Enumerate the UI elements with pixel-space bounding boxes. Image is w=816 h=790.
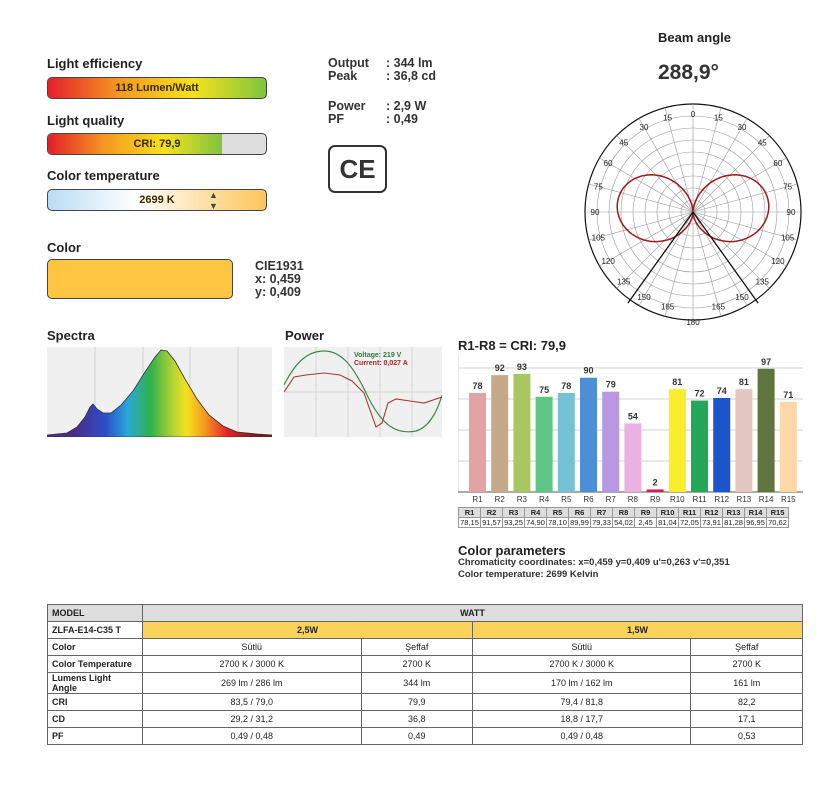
cri-table-header: R9 bbox=[635, 508, 657, 518]
spec-row bbox=[48, 694, 803, 711]
cri-tick-label: R11 bbox=[692, 495, 707, 504]
power-waveform-chart bbox=[284, 347, 442, 437]
cri-table-value: 89,99 bbox=[570, 518, 589, 527]
cri-table-value: 70,62 bbox=[768, 518, 787, 527]
polar-angle-label: 45 bbox=[757, 138, 767, 148]
spec-cell: 18,8 / 17,7 bbox=[472, 711, 691, 728]
pf-label: PF bbox=[328, 112, 344, 126]
color-temperature-value: 2699 K bbox=[139, 194, 175, 206]
cri-data-label: 97 bbox=[761, 356, 772, 367]
spec-cell: Sütlü bbox=[143, 639, 362, 656]
cri-data-label: 74 bbox=[716, 386, 727, 397]
color-swatch bbox=[47, 259, 233, 299]
spec-cell: 79,4 / 81,8 bbox=[472, 694, 691, 711]
cri-tick-label: R5 bbox=[561, 495, 572, 504]
spec-row bbox=[48, 728, 803, 745]
polar-angle-label: 15 bbox=[663, 113, 673, 123]
cri-table-value: 91,57 bbox=[482, 518, 501, 527]
cri-data-label: 72 bbox=[694, 388, 705, 399]
cri-table-header: R6 bbox=[569, 508, 591, 518]
polar-angle-label: 150 bbox=[637, 292, 651, 302]
cri-data-label: 81 bbox=[738, 377, 749, 388]
cri-data-label: 93 bbox=[516, 361, 527, 372]
cri-tick-label: R10 bbox=[669, 495, 685, 504]
spec-cell: 79,9 bbox=[361, 694, 472, 711]
down-arrow-icon: ▼ bbox=[209, 201, 218, 211]
peak-value: : 36,8 cd bbox=[386, 69, 437, 83]
spec-cell: 0,49 / 0,48 bbox=[472, 728, 691, 745]
polar-angle-label: 60 bbox=[773, 159, 783, 168]
polar-spoke bbox=[693, 184, 797, 212]
cri-tick-label: R9 bbox=[649, 495, 661, 504]
cri-table-value: 81,04 bbox=[658, 518, 677, 527]
cri-values-table bbox=[458, 507, 789, 528]
polar-angle-label: 165 bbox=[711, 302, 726, 312]
cri-tick-label: R8 bbox=[627, 495, 639, 504]
cri-table-header: R10 bbox=[657, 508, 679, 518]
cie-title: CIE1931 bbox=[255, 259, 304, 273]
spec-row-label: Lumens Light Angle bbox=[48, 673, 143, 694]
cri-table-value: 78,10 bbox=[548, 518, 567, 527]
cri-tick-label: R15 bbox=[780, 495, 796, 504]
spec-row-label: PF bbox=[48, 728, 143, 745]
color-temperature-label: Color temperature bbox=[47, 168, 160, 183]
polar-angle-label: 60 bbox=[603, 159, 613, 168]
watt-option-1: 2,5W bbox=[143, 622, 473, 639]
cri-data-label: 92 bbox=[494, 363, 505, 374]
cri-bar-R2 bbox=[491, 375, 508, 492]
cri-tick-label: R3 bbox=[516, 495, 528, 504]
beam-angle-value: 288,9° bbox=[658, 61, 719, 84]
light-quality-bar bbox=[47, 133, 267, 155]
model-header: MODEL bbox=[48, 605, 143, 622]
light-efficiency-label: Light efficiency bbox=[47, 56, 143, 71]
cie-y: y: 0,409 bbox=[255, 285, 301, 299]
cri-tick-label: R14 bbox=[758, 495, 774, 504]
spec-cell: 0,49 bbox=[361, 728, 472, 745]
cri-bar-R5 bbox=[558, 393, 575, 492]
power-label: Power bbox=[328, 99, 366, 113]
cri-tick-label: R1 bbox=[472, 495, 483, 504]
cri-table-value: 78,15 bbox=[460, 518, 479, 527]
spec-row-label: CD bbox=[48, 711, 143, 728]
cri-tick-label: R12 bbox=[714, 495, 730, 504]
cri-bar-chart bbox=[458, 355, 803, 505]
cri-bar-R1 bbox=[469, 393, 486, 492]
cri-data-label: 81 bbox=[672, 377, 683, 388]
spec-row bbox=[48, 673, 803, 694]
cri-tick-label: R7 bbox=[605, 495, 616, 504]
cri-bar-R7 bbox=[602, 392, 619, 492]
spec-row-label: CRI bbox=[48, 694, 143, 711]
spec-cell: 82,2 bbox=[691, 694, 803, 711]
polar-angle-label: 105 bbox=[591, 233, 606, 243]
cri-table-header: R11 bbox=[679, 508, 701, 518]
polar-angle-label: 105 bbox=[780, 233, 795, 243]
cri-table-header: R1 bbox=[459, 508, 481, 518]
polar-angle-label: 75 bbox=[593, 182, 603, 192]
light-quality-value: CRI: 79,9 bbox=[133, 138, 181, 150]
up-arrow-icon: ▲ bbox=[209, 190, 218, 200]
polar-angle-label: 135 bbox=[617, 277, 631, 287]
cri-table-header: R15 bbox=[767, 508, 789, 518]
polar-angle-label: 180 bbox=[686, 318, 700, 325]
cri-table-value: 54,02 bbox=[614, 518, 633, 527]
spec-row-label: Color bbox=[48, 639, 143, 656]
spec-row bbox=[48, 656, 803, 673]
cri-bar-R6 bbox=[580, 378, 597, 492]
polar-angle-label: 75 bbox=[783, 182, 793, 192]
cri-bar-R3 bbox=[513, 374, 530, 492]
spec-cell: 2700 K / 3000 K bbox=[472, 656, 691, 673]
cri-table-value: 96,95 bbox=[746, 518, 765, 527]
watt-header: WATT bbox=[143, 605, 803, 622]
polar-angle-label: 0 bbox=[690, 110, 696, 119]
light-efficiency-value: 118 Lumen/Watt bbox=[115, 82, 199, 94]
cri-table-value: 73,91 bbox=[702, 518, 721, 527]
spec-cell: 2700 K bbox=[361, 656, 472, 673]
cri-tick-label: R6 bbox=[583, 495, 594, 504]
light-quality-label: Light quality bbox=[47, 113, 125, 128]
cri-data-label: 78 bbox=[472, 380, 483, 391]
spectra-label: Spectra bbox=[47, 328, 95, 343]
cri-bar-R15 bbox=[780, 402, 797, 492]
cri-bar-R9 bbox=[647, 489, 664, 492]
spec-cell: Sütlü bbox=[472, 639, 691, 656]
current-readout: Current: 0,027 A bbox=[354, 360, 408, 367]
polar-spoke bbox=[693, 212, 721, 316]
color-label: Color bbox=[47, 240, 81, 255]
power-value: : 2,9 W bbox=[386, 99, 427, 113]
cri-data-label: 79 bbox=[605, 379, 616, 390]
spec-cell: 0,53 bbox=[691, 728, 803, 745]
cri-table-value: 81,28 bbox=[724, 518, 743, 527]
spec-cell: 29,2 / 31,2 bbox=[143, 711, 362, 728]
cri-bar-R11 bbox=[691, 401, 708, 492]
beam-polar-chart bbox=[570, 95, 816, 325]
spec-cell: 83,5 / 79,0 bbox=[143, 694, 362, 711]
cri-tick-label: R13 bbox=[736, 495, 752, 504]
cri-bar-R8 bbox=[624, 423, 641, 492]
watt-option-2: 1,5W bbox=[472, 622, 802, 639]
model-name: ZLFA-E14-C35 T bbox=[48, 622, 143, 639]
cri-data-label: 71 bbox=[783, 389, 794, 400]
polar-angle-label: 45 bbox=[619, 138, 629, 148]
cri-bar-R10 bbox=[669, 389, 686, 492]
cri-table-value: 72,05 bbox=[680, 518, 699, 527]
spec-cell: 344 lm bbox=[361, 673, 472, 694]
cri-data-label: 90 bbox=[583, 365, 594, 376]
polar-angle-label: 15 bbox=[713, 113, 723, 123]
cri-tick-label: R2 bbox=[494, 495, 505, 504]
cri-table-header: R3 bbox=[503, 508, 525, 518]
cri-data-label: 78 bbox=[561, 380, 572, 391]
cri-table-value: 2,45 bbox=[635, 518, 657, 528]
peak-label: Peak bbox=[328, 69, 358, 83]
polar-spoke bbox=[589, 184, 693, 212]
cri-table-value: 93,25 bbox=[504, 518, 523, 527]
spec-cell: 269 lm / 286 lm bbox=[143, 673, 362, 694]
cri-tick-label: R4 bbox=[538, 495, 550, 504]
cri-table-header: R5 bbox=[547, 508, 569, 518]
cri-table-header: R7 bbox=[591, 508, 613, 518]
cri-table-header: R4 bbox=[525, 508, 547, 518]
cri-table-header: R14 bbox=[745, 508, 767, 518]
spec-cell: 36,8 bbox=[361, 711, 472, 728]
polar-angle-label: 120 bbox=[601, 257, 615, 266]
polar-angle-label: 135 bbox=[755, 277, 769, 287]
spectra-chart bbox=[47, 347, 272, 437]
spec-cell: 2700 K / 3000 K bbox=[143, 656, 362, 673]
cri-data-label: 54 bbox=[627, 411, 638, 422]
spec-cell: 161 lm bbox=[691, 673, 803, 694]
polar-angle-label: 30 bbox=[737, 123, 747, 133]
beam-angle-title: Beam angle bbox=[658, 30, 731, 45]
spec-cell: Şeffaf bbox=[361, 639, 472, 656]
output-value: : 344 lm bbox=[386, 56, 433, 70]
cri-table-header: R2 bbox=[481, 508, 503, 518]
color-parameters-title: Color parameters bbox=[458, 543, 566, 558]
color-temperature-bar bbox=[47, 189, 267, 211]
cri-chart-title: R1-R8 = CRI: 79,9 bbox=[458, 338, 567, 353]
polar-spoke bbox=[665, 212, 693, 316]
spec-cell: Şeffaf bbox=[691, 639, 803, 656]
polar-angle-label: 30 bbox=[639, 123, 649, 133]
voltage-readout: Voltage: 219 V bbox=[354, 352, 402, 359]
cri-bar-R14 bbox=[758, 369, 775, 492]
polar-angle-label: 90 bbox=[590, 208, 600, 217]
spec-row bbox=[48, 639, 803, 656]
cri-table-header: R8 bbox=[613, 508, 635, 518]
chromaticity-line: Chromaticity coordinates: x=0,459 y=0,409 u'=0,263 v'=0,351 bbox=[458, 557, 730, 568]
cri-table-header: R13 bbox=[723, 508, 745, 518]
spec-cell: 170 lm / 162 lm bbox=[472, 673, 691, 694]
cri-bar-R13 bbox=[735, 389, 752, 492]
cie-x: x: 0,459 bbox=[255, 272, 301, 286]
polar-angle-label: 120 bbox=[771, 257, 785, 266]
power-chart-label: Power bbox=[285, 328, 325, 343]
cri-table-value: 74,90 bbox=[526, 518, 545, 527]
cri-table-header: R12 bbox=[701, 508, 723, 518]
pf-value: : 0,49 bbox=[386, 112, 418, 126]
spec-row bbox=[48, 711, 803, 728]
spec-cell: 2700 K bbox=[691, 656, 803, 673]
cri-bar-R12 bbox=[713, 398, 730, 492]
color-temperature-line: Color temperature: 2699 Kelvin bbox=[458, 569, 599, 580]
cri-table-value: 79,33 bbox=[592, 518, 611, 527]
ce-mark-icon: CE bbox=[328, 145, 387, 193]
polar-angle-label: 165 bbox=[660, 302, 675, 312]
spec-cell: 0,49 / 0,48 bbox=[143, 728, 362, 745]
spec-row-label: Color Temperature bbox=[48, 656, 143, 673]
cri-bar-R4 bbox=[536, 397, 553, 492]
cri-data-label: 75 bbox=[539, 384, 550, 395]
output-label: Output bbox=[328, 56, 369, 70]
polar-angle-label: 90 bbox=[786, 208, 796, 217]
spec-cell: 17,1 bbox=[691, 711, 803, 728]
light-efficiency-bar bbox=[47, 77, 267, 99]
polar-angle-label: 150 bbox=[735, 292, 749, 302]
spec-table bbox=[47, 604, 803, 745]
cri-data-label: 2 bbox=[652, 477, 658, 488]
